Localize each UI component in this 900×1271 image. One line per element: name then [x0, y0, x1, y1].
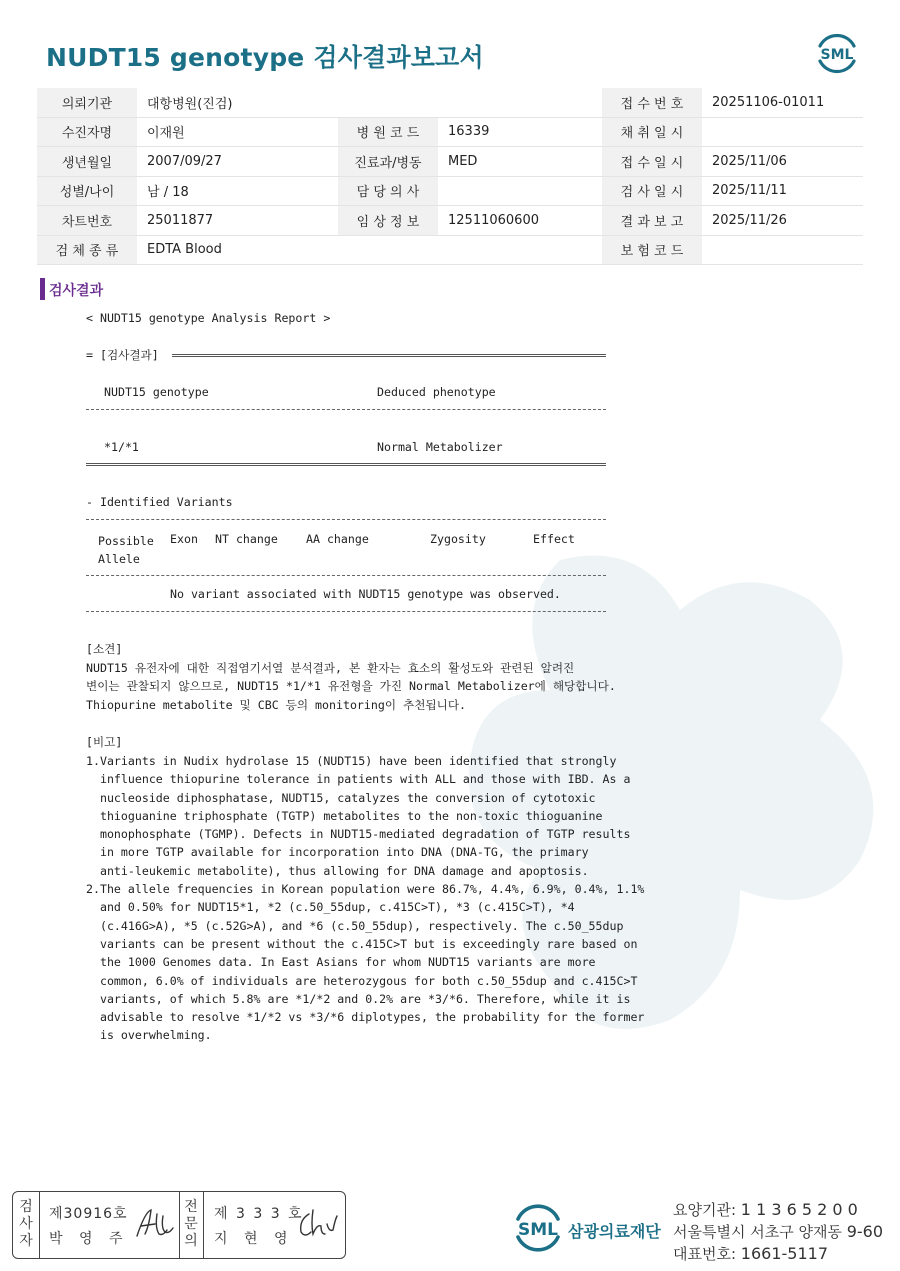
- info-label: 접 수 일 시: [602, 147, 702, 177]
- patient-info-table: [37, 88, 863, 265]
- divider: [86, 575, 606, 576]
- info-value: EDTA Blood: [137, 235, 338, 265]
- info-label: [338, 88, 438, 117]
- info-value: 2025/11/06: [702, 147, 863, 177]
- signature-box: [12, 1191, 346, 1259]
- info-value: 남 / 18: [137, 176, 338, 206]
- info-label: 수진자명: [37, 117, 137, 147]
- info-label: 차트번호: [37, 206, 137, 236]
- opinion-line: 변이는 관찰되지 않으므로, NUDT15 *1/*1 유전형을 가진 Normal Metabolizer에 해당합니다.: [86, 679, 616, 694]
- variant-col-nt: NT change: [215, 532, 278, 546]
- info-label: [338, 235, 438, 265]
- info-label: 성별/나이: [37, 176, 137, 206]
- inspector-label: 검 사 자: [19, 1199, 33, 1249]
- info-value: [438, 88, 602, 117]
- info-row: [37, 88, 863, 117]
- phone-value: 1661-5117: [740, 1244, 829, 1263]
- info-value: 이재원: [137, 117, 338, 147]
- divider: [39, 1192, 40, 1258]
- note-line: (c.416G>A), *5 (c.52G>A), and *6 (c.50_55dup), respectively. The c.50_55dup: [86, 918, 624, 933]
- info-label: 의뢰기관: [37, 88, 137, 117]
- note-line: variants can be present without the c.415C>T but is exceedingly rare based on: [86, 936, 638, 951]
- opinion-text: [86, 659, 616, 714]
- info-value: 2025/11/26: [702, 206, 863, 236]
- info-label: 진료과/병동: [338, 147, 438, 177]
- opinion-title: [소견]: [86, 642, 123, 656]
- variant-col-aa: AA change: [306, 532, 369, 546]
- address-number: 9-60: [846, 1222, 884, 1241]
- info-row: [37, 176, 863, 206]
- info-value: [438, 176, 602, 206]
- divider: [86, 409, 606, 410]
- note-line: 2.The allele frequencies in Korean population were 86.7%, 4.4%, 6.9%, 0.4%, 1.1%: [86, 882, 645, 897]
- note-line: the 1000 Genomes data. In East Asians for whom NUDT15 variants are more: [86, 955, 596, 970]
- no-variant-message: No variant associated with NUDT15 genotype was observed.: [170, 587, 561, 601]
- specialist-license: 제 3 3 3 호: [214, 1206, 304, 1222]
- inspector-license: 제30916호: [49, 1206, 128, 1222]
- note-line: anti-leukemic metabolite), thus allowing for DNA damage and apoptosis.: [86, 863, 589, 878]
- institution-code-label: 요양기관:: [673, 1201, 741, 1219]
- info-label: 생년월일: [37, 147, 137, 177]
- report-heading: < NUDT15 genotype Analysis Report >: [86, 311, 331, 325]
- info-label: 접 수 번 호: [602, 88, 702, 117]
- info-value: 20251106-01011: [702, 88, 863, 117]
- phenotype-column-header: Deduced phenotype: [377, 385, 496, 399]
- divider: [86, 463, 606, 466]
- note-line: in more TGTP available for incorporation into DNA (DNA-TG, the primary: [86, 845, 589, 860]
- divider: [203, 1192, 204, 1258]
- phone-number: [673, 1243, 828, 1264]
- result-header-rule: [172, 354, 606, 357]
- phone-label: 대표번호:: [673, 1245, 741, 1263]
- address-text: 서울특별시 서초구 양재동: [673, 1223, 847, 1241]
- info-value: [702, 117, 863, 147]
- info-label: 검 사 일 시: [602, 176, 702, 206]
- divider: [179, 1192, 180, 1258]
- divider: [86, 611, 606, 612]
- specialist-label: 전 문 의: [184, 1199, 198, 1249]
- footer-logo-text: SML: [518, 1220, 558, 1240]
- divider: [86, 519, 606, 520]
- inspector-name: 박 영 주: [49, 1231, 129, 1247]
- address: [673, 1221, 883, 1242]
- phenotype-value: Normal Metabolizer: [377, 440, 503, 454]
- info-row: [37, 206, 863, 236]
- variant-col-effect: Effect: [533, 532, 575, 546]
- institution-code: [673, 1199, 858, 1220]
- info-label: 임 상 정 보: [338, 206, 438, 236]
- info-value: [438, 235, 602, 265]
- sml-logo-icon: [812, 28, 862, 78]
- note-line: nucleoside diphosphatase, NUDT15, catalyzes the conversion of cytotoxic: [86, 790, 596, 805]
- info-row: [37, 117, 863, 147]
- info-label: 담 당 의 사: [338, 176, 438, 206]
- variants-title: - Identified Variants: [86, 495, 233, 509]
- info-value: 12511060600: [438, 206, 602, 236]
- note-line: common, 6.0% of individuals are heterozygous for both c.50_55dup and c.415C>T: [86, 973, 638, 988]
- info-value: MED: [438, 147, 602, 177]
- variant-col-exon: Exon: [170, 532, 198, 546]
- note-line: advisable to resolve *1/*2 vs *3/*6 diplotypes, the probability for the former: [86, 1010, 645, 1025]
- opinion-line: NUDT15 유전자에 대한 직접염기서열 분석결과, 본 환자는 효소의 활성도와 관련된 알려진: [86, 661, 575, 675]
- info-value: 2007/09/27: [137, 147, 338, 177]
- result-header-label: = [검사결과]: [86, 348, 166, 362]
- info-label: 보 험 코 드: [602, 235, 702, 265]
- note-title: [비고]: [86, 735, 123, 749]
- section-title: 검사결과: [49, 283, 104, 299]
- specialist-signature-icon: [295, 1206, 339, 1242]
- variant-col-zygosity: Zygosity: [430, 532, 486, 546]
- info-value: [702, 235, 863, 265]
- opinion-line: Thiopurine metabolite 및 CBC 등의 monitoring이 추천됩니다.: [86, 697, 466, 712]
- variant-col-allele: Possible Allele: [98, 534, 154, 566]
- note-line: variants, of which 5.8% are *1/*2 and 0.2% are *3/*6. Therefore, while it is: [86, 991, 631, 1006]
- inspector-signature-icon: [133, 1206, 177, 1242]
- page-title: NUDT15 genotype 검사결과보고서: [46, 43, 484, 72]
- note-line: monophosphate (TGMP). Defects in NUDT15-mediated degradation of TGTP results: [86, 827, 631, 842]
- note-line: influence thiopurine tolerance in patients with ALL and those with IBD. As a: [86, 772, 631, 787]
- note-line: is overwhelming.: [86, 1028, 212, 1043]
- section-marker: [40, 278, 45, 300]
- info-label: 결 과 보 고: [602, 206, 702, 236]
- info-label: 병 원 코 드: [338, 117, 438, 147]
- info-value: 16339: [438, 117, 602, 147]
- sml-footer-logo-icon: [509, 1199, 567, 1257]
- specialist-name: 지 현 영: [214, 1231, 294, 1247]
- info-value: 대항병원(진검): [137, 88, 338, 117]
- note-line: thioguanine triphosphate (TGTP) metabolites to the non-toxic thioguanine: [86, 808, 603, 823]
- info-row: [37, 147, 863, 177]
- info-label: 검 체 종 류: [37, 235, 137, 265]
- info-value: 2025/11/11: [702, 176, 863, 206]
- organization-name: 삼광의료재단: [568, 1222, 661, 1241]
- genotype-column-header: NUDT15 genotype: [104, 385, 209, 399]
- note-line: and 0.50% for NUDT15*1, *2 (c.50_55dup, c.415C>T), *3 (c.415C>T), *4: [86, 900, 575, 915]
- genotype-value: *1/*1: [104, 440, 139, 454]
- note-line: 1.Variants in Nudix hydrolase 15 (NUDT15) have been identified that strongly: [86, 754, 617, 768]
- note-text: [86, 752, 644, 1045]
- institution-code-value: 1 1 3 6 5 2 0 0: [740, 1200, 858, 1219]
- logo-text: SML: [820, 47, 854, 63]
- info-row: [37, 235, 863, 265]
- info-value: 25011877: [137, 206, 338, 236]
- info-label: 채 취 일 시: [602, 117, 702, 147]
- result-label: 검사결과: [106, 348, 152, 362]
